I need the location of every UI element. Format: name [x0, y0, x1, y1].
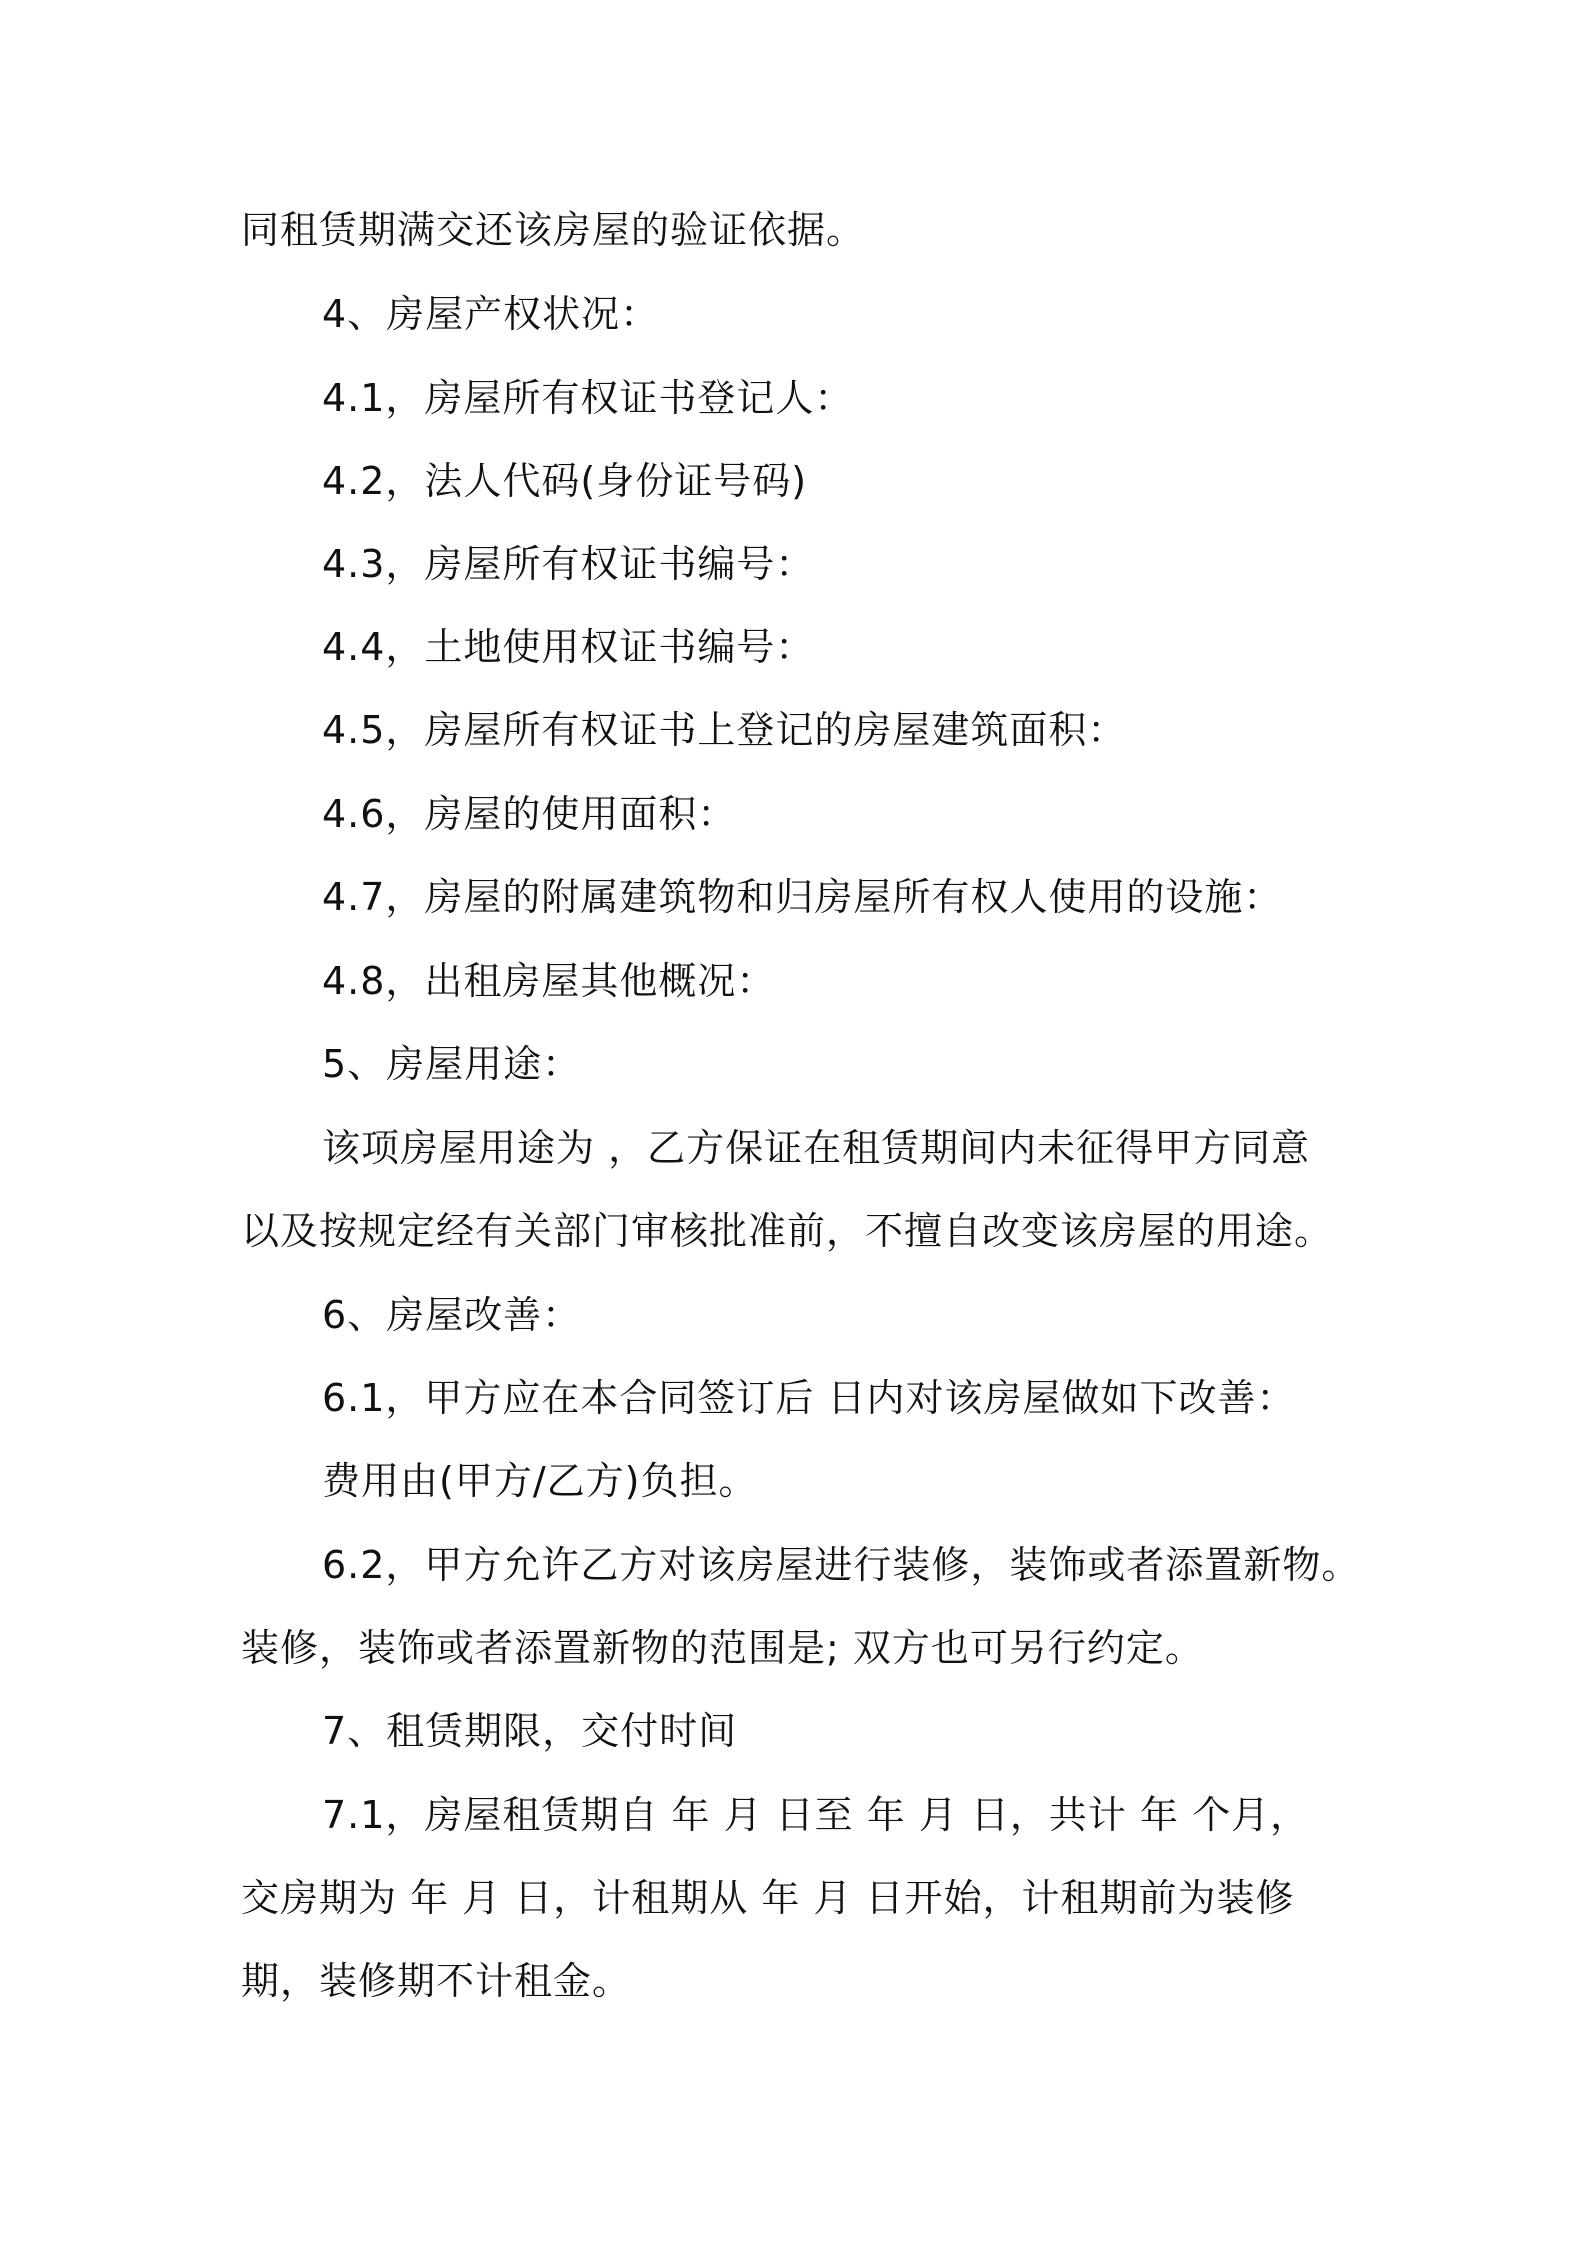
clause-4-5: 4.5，房屋所有权证书上登记的房屋建筑面积： [322, 708, 1127, 752]
paragraph-line-22: 期，装修期不计租金。 [241, 1959, 632, 2003]
paragraph-line-21: 交房期为 年 月 日，计租期从 年 月 日开始，计租期前为装修 [241, 1876, 1295, 1920]
paragraph-line-1: 同租赁期满交还该房屋的验证依据。 [241, 208, 866, 252]
clause-4-8: 4.8，出租房屋其他概况： [322, 959, 776, 1003]
paragraph-line-13: 以及按规定经有关部门审核批准前，不擅自改变该房屋的用途。 [241, 1209, 1334, 1253]
clause-7-1: 7.1，房屋租赁期自 年 月 日至 年 月 日，共计 年 个月， [322, 1793, 1310, 1837]
clause-4-4: 4.4，土地使用权证书编号： [322, 625, 815, 669]
clause-4-2: 4.2，法人代码(身份证号码) [322, 459, 808, 503]
section-heading-5: 5、房屋用途： [322, 1042, 582, 1086]
clause-4-1: 4.1，房屋所有权证书登记人： [322, 376, 854, 420]
clause-4-3: 4.3，房屋所有权证书编号： [322, 542, 815, 586]
paragraph-line-16: 费用由(甲方/乙方)负担。 [322, 1459, 758, 1503]
section-heading-7: 7、租赁期限，交付时间 [322, 1709, 738, 1753]
section-heading-6: 6、房屋改善： [322, 1293, 582, 1337]
clause-6-1: 6.1，甲方应在本合同签订后 日内对该房屋做如下改善： [322, 1376, 1296, 1420]
clause-4-6: 4.6，房屋的使用面积： [322, 792, 737, 836]
clause-4-7: 4.7，房屋的附属建筑物和归房屋所有权人使用的设施： [322, 875, 1283, 919]
paragraph-line-18: 装修，装饰或者添置新物的范围是; 双方也可另行约定。 [241, 1626, 1204, 1670]
paragraph-line-12: 该项房屋用途为 ，乙方保证在租赁期间内未征得甲方同意 [322, 1126, 1311, 1170]
clause-6-2: 6.2，甲方允许乙方对该房屋进行装修，装饰或者添置新物。 [322, 1543, 1361, 1587]
section-heading-4: 4、房屋产权状况： [322, 292, 660, 336]
